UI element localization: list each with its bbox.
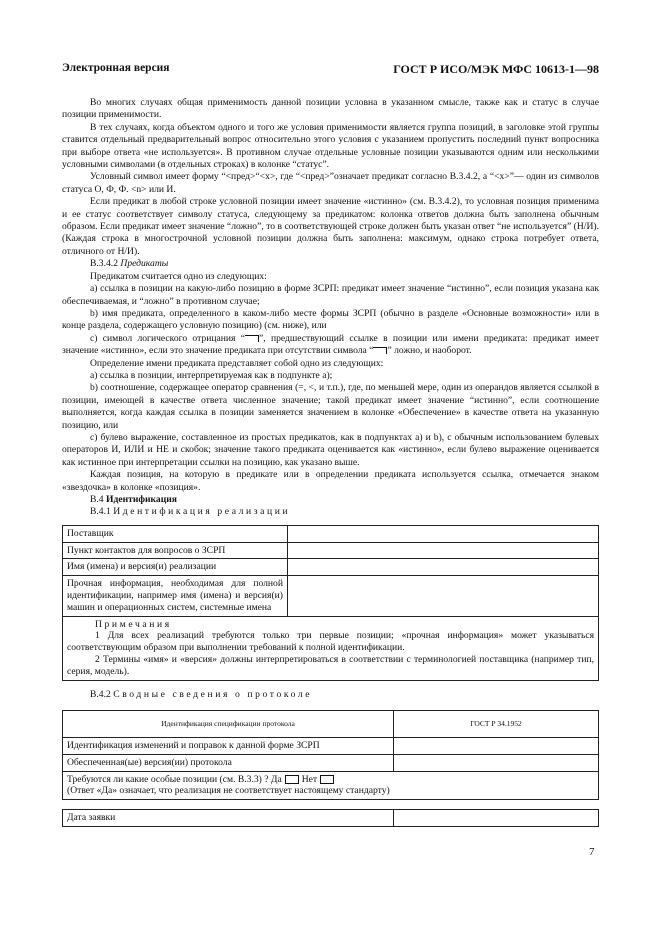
section-heading bbox=[62, 689, 599, 701]
paragraph: Если предикат в любой строке условной позиции имеет значение «истинно» (см. В.3.4.2), то условная позиция применима и ее статус соответствует символу статуса, следующему за предикатом: колонка ответов должна быть заполнена обычным образом. Если предикат имеет значение “ложно”, то в соответствующей строке должен быть указан ответ “не используется” (Н/И). (Каждая строка в многострочной условной позиции должна быть заполнена: максимум, однако строка потребует ответа, отличного от Н/И). bbox=[62, 196, 599, 257]
answer-cell[interactable] bbox=[394, 810, 599, 827]
table-row bbox=[63, 737, 599, 754]
table-row bbox=[63, 525, 599, 542]
notes-cell bbox=[63, 616, 599, 680]
answer-cell[interactable] bbox=[288, 559, 599, 576]
note: 2 Термины «имя» и «версия» должны интерпретироваться в соответствии с терминологией поставщика (например тип, серия, модель). bbox=[67, 653, 594, 677]
section-number: В.3.4.2 bbox=[90, 258, 118, 270]
paragraph: В тех случаях, когда объектом одного и того же условия применимости является группа позиций, в заголовке этой группы ставится отдельный предварительный вопрос относительно этого условия с указанием пропустить последний пункт вопросника при выборе ответа «не используется». В противном случае отдельные условные позиции указываются одним или несколькими условными символами (в отдельных строках) в колонке “статус”. bbox=[62, 121, 599, 171]
answer-cell[interactable] bbox=[288, 542, 599, 559]
section-number: В.4.2 bbox=[90, 688, 111, 700]
text-run: с) символ логического отрицания “ bbox=[90, 332, 245, 344]
paragraph: а) ссылка в позиции на какую-либо позицию в форме ЗСРП: предикат имеет значение “истинно”, если позиция указана как обеспечиваемая, и “ложно” в противном случае; bbox=[62, 283, 599, 307]
negation-symbol-icon bbox=[373, 347, 387, 354]
table-cell: Поставщик bbox=[63, 525, 288, 542]
table-row bbox=[63, 754, 599, 771]
paragraph: b) имя предиката, определенного в каком-либо месте формы ЗСРП (обычно в разделе «Основные возможности» или в конце раздела, содержащего условную позицию) (см. ниже), или bbox=[62, 307, 599, 332]
table-cell: Прочная информация, необходимая для полной идентификации, например имя (имена) и версия(и) машин и операционных систем, системные имена bbox=[63, 576, 288, 616]
table-row bbox=[63, 576, 599, 616]
answer-cell[interactable] bbox=[394, 754, 599, 771]
answer-cell[interactable] bbox=[288, 525, 599, 542]
answer-cell[interactable] bbox=[394, 737, 599, 754]
table-cell: Обеспеченная(ые) версия(ии) протокола bbox=[63, 754, 394, 771]
no-checkbox[interactable] bbox=[320, 775, 334, 784]
table-cell: Дата заявки bbox=[63, 810, 394, 827]
table-row bbox=[63, 771, 599, 800]
yes-checkbox[interactable] bbox=[285, 775, 299, 784]
answer-cell[interactable] bbox=[288, 576, 599, 616]
section-title: Сводные сведения о протоколе bbox=[113, 688, 313, 700]
table-cell: Идентификация изменений и поправок к данной форме ЗСРП bbox=[63, 737, 394, 754]
table-cell: Имя (имена) и версия(и) реализации bbox=[63, 559, 288, 576]
no-label: Нет bbox=[301, 773, 318, 785]
table-cell: ГОСТ Р 34.1952 bbox=[394, 710, 599, 737]
table-cell: Пункт контактов для вопросов о ЗСРП bbox=[63, 542, 288, 559]
text-run: ” ложно, и наоборот. bbox=[387, 345, 472, 357]
notes-title: Примечания bbox=[95, 618, 172, 630]
header-right: ГОСТ Р ИСО/МЭК МФС 10613-1—98 bbox=[393, 62, 599, 76]
header-left: Электронная версия bbox=[62, 62, 170, 74]
notes-row bbox=[63, 616, 599, 680]
paragraph: b) соотношение, содержащее оператор сравнения (=, <, и т.п.), где, по меньшей мере, один из операндов является ссылкой в позиции, имеющей в качестве ответа численное значение; такой предикат имеет значение “истинно”, если соотношение выполняется, когда каждая ссылка в позиции заменяется значением в колонке «Обеспечение» в качестве ответа на указанную позицию, или bbox=[62, 382, 599, 431]
table-row bbox=[63, 559, 599, 576]
paragraph: Каждая позиция, на которую в предикате или в определении предиката используется ссылка, отмечается знаком «звездочка» в колонке «позиция». bbox=[62, 469, 599, 493]
question-text: Требуются ли какие особые позиции (см. В.3.3) ? Да bbox=[67, 773, 282, 785]
protocol-summary-table bbox=[62, 710, 599, 800]
table-cell: Идентификация спецификации протокола bbox=[63, 710, 394, 737]
section-number: В.4 bbox=[90, 494, 104, 505]
implementation-identification-table bbox=[62, 525, 599, 681]
application-date-table bbox=[62, 809, 599, 827]
table-row bbox=[63, 542, 599, 559]
section-heading bbox=[62, 494, 599, 506]
page-number: 7 bbox=[589, 846, 595, 858]
paragraph: Предикатом считается одно из следующих: bbox=[90, 270, 267, 282]
paragraph: Определение имени предиката представляет собой одно из следующих: bbox=[90, 357, 384, 369]
question-cell bbox=[63, 771, 599, 800]
section-number: В.4.1 bbox=[90, 506, 111, 518]
table-row bbox=[63, 810, 599, 827]
text-run: ”, предшествующий ссылке в позиции или имени предиката: предикат имеет значение «истинно», если это значение предиката при отсутствии символа “ bbox=[62, 332, 599, 357]
question-note: (Ответ «Да» означает, что реализация не соответствует настоящему стандарту) bbox=[67, 785, 390, 797]
section-title: Идентификация реализации bbox=[113, 506, 291, 518]
paragraph: Условный символ имеет форму “<пред>“<x>, где “<пред>”означает предикат согласно В.3.4.2, а “<x>”— один из символов статуса О, Ф, Ф. <n> или И. bbox=[62, 171, 599, 195]
paragraph bbox=[62, 333, 599, 358]
paragraph: Во многих случаях общая применимость данной позиции условна в указанном смысле, также как и статус в случае позиции применимости. bbox=[62, 97, 599, 121]
paragraph: с) булево выражение, составленное из простых предикатов, как в подпунктах а) и b), с обычным использованием булевых операторов И, ИЛИ и НЕ и скобок; значение такого предиката оценивается как «истинно», если булево выражение оценивается как истинное при интерпретации ссылки на позицию, как указано выше. bbox=[62, 431, 599, 468]
negation-symbol-icon bbox=[245, 335, 259, 342]
section-heading bbox=[62, 258, 599, 270]
section-title: Предикаты bbox=[120, 258, 169, 270]
table-row bbox=[63, 710, 599, 737]
note: 1 Для всех реализаций требуются только три первые позиции; «прочная информация» может указываться соответствующим образом при выполнении требований к полной идентификации. bbox=[67, 630, 594, 654]
section-heading bbox=[62, 506, 599, 518]
page-body bbox=[62, 97, 599, 827]
paragraph: а) ссылка в позиции, интерпретируемая как в подпункте а); bbox=[90, 369, 333, 381]
page-header bbox=[62, 62, 599, 78]
section-title: Идентификация bbox=[106, 494, 177, 505]
